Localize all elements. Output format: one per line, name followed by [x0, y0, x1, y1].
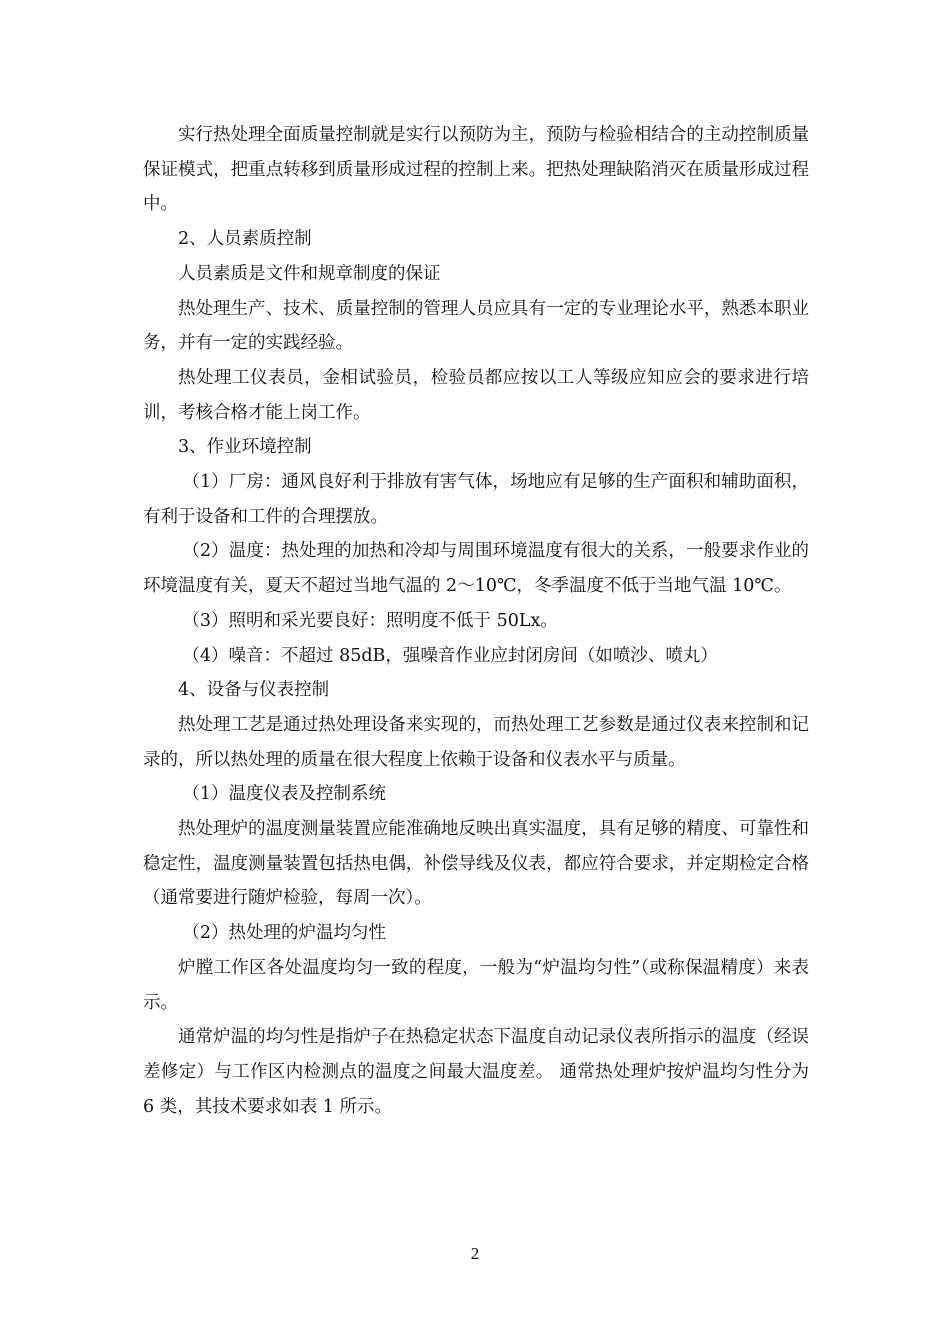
paragraph-quality-control-intro: 实行热处理全面质量控制就是实行以预防为主，预防与检验相结合的主动控制质量保证模式，把重点转移到质量形成过程的控制上来。把热处理缺陷消灭在质量形成过程中。	[143, 125, 809, 215]
paragraph-uniformity-classes: 通常炉温的均匀性是指炉子在热稳定状态下温度自动记录仪表所指示的温度（经误差修定）与工作区内检测点的温度之间最大温度差。 通常热处理炉按炉温均匀性分为 6 类，其技术要求如表 1 所示。	[143, 1027, 809, 1117]
heading-temperature-instruments: （1）温度仪表及控制系统	[182, 784, 387, 805]
paragraph-noise: （4）噪音：不超过 85dB，强噪音作业应封闭房间（如喷沙、喷丸）	[182, 645, 718, 666]
heading-work-environment: 3、作业环境控制	[178, 437, 312, 458]
paragraph-process-equipment: 热处理工艺是通过热处理设备来实现的，而热处理工艺参数是通过仪表来控制和记录的，所以热处理的质量在很大程度上依赖于设备和仪表水平与质量。	[143, 714, 809, 770]
paragraph-management-staff: 热处理生产、技术、质量控制的管理人员应具有一定的专业理论水平，熟悉本职业务，并有一定的实践经验。	[143, 298, 809, 354]
heading-furnace-uniformity: （2）热处理的炉温均匀性	[182, 923, 387, 944]
paragraph-personnel-basis: 人员素质是文件和规章制度的保证	[178, 263, 441, 284]
paragraph-temperature-measurement: 热处理炉的温度测量装置应能准确地反映出真实温度，具有足够的精度、可靠性和稳定性，温度测量装置包括热电偶，补偿导线及仪表，都应符合要求，并定期检定合格（通常要进行随炉检验，每周一次）。	[143, 819, 809, 909]
document-body	[143, 118, 809, 1124]
paragraph-temperature: （2）温度：热处理的加热和冷却与周围环境温度有很大的关系，一般要求作业的环境温度有关，夏天不超过当地气温的 2～10℃，冬季温度不低于当地气温 10℃。	[143, 541, 809, 597]
heading-personnel-quality: 2、人员素质控制	[178, 229, 312, 250]
paragraph-uniformity-definition: 炉膛工作区各处温度均匀一致的程度，一般为“炉温均匀性”（或称保温精度）来表示。	[143, 957, 809, 1013]
heading-equipment-instruments: 4、设备与仪表控制	[178, 680, 330, 701]
paragraph-worker-training: 热处理工仪表员，金相试验员，检验员都应按以工人等级应知应会的要求进行培训，考核合格才能上岗工作。	[143, 367, 809, 423]
paragraph-lighting: （3）照明和采光要良好：照明度不低于 50Lx。	[182, 610, 558, 631]
paragraph-workshop: （1）厂房：通风良好利于排放有害气体，场地应有足够的生产面积和辅助面积，有利于设备和工件的合理摆放。	[143, 472, 809, 527]
page-number: 2	[470, 1244, 480, 1263]
